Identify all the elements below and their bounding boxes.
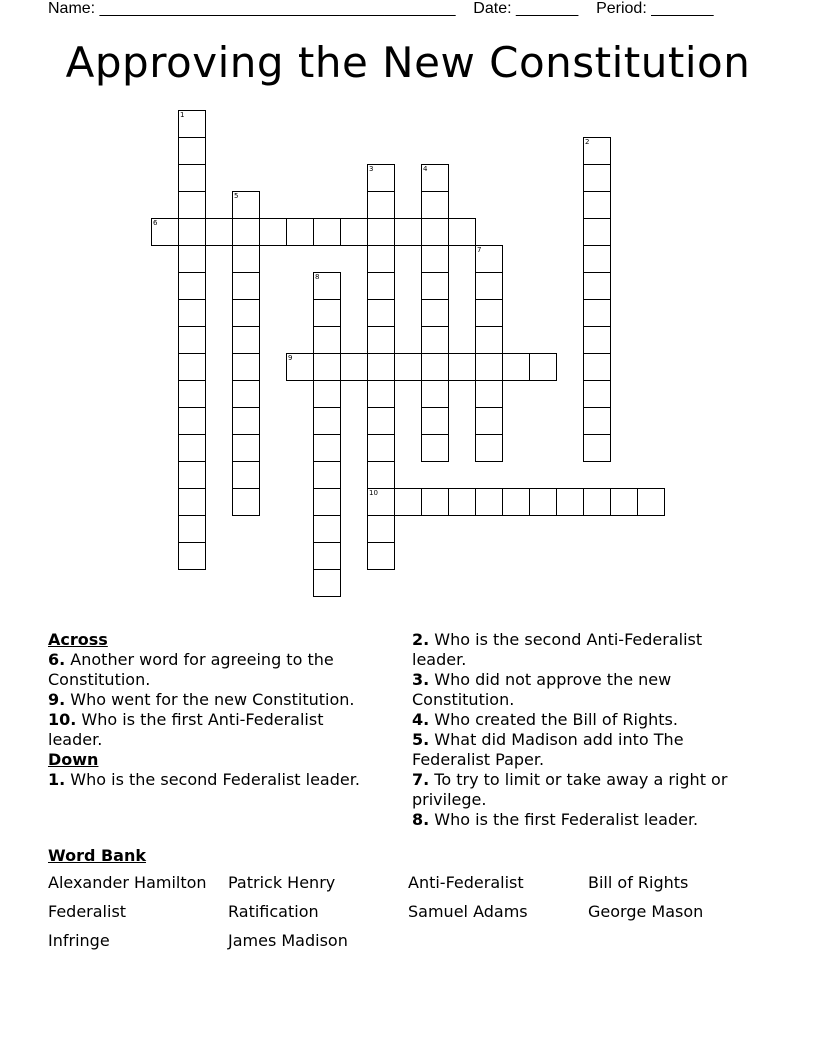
crossword-cell[interactable] <box>259 218 287 246</box>
crossword-cell[interactable] <box>313 272 341 300</box>
word-bank-item: Bill of Rights <box>588 873 689 892</box>
clue-number-label: 10. <box>48 710 77 729</box>
crossword-cell[interactable] <box>232 326 260 354</box>
page-title: Approving the New Constitution <box>65 38 751 87</box>
crossword-cell[interactable] <box>178 164 206 192</box>
crossword-cell[interactable] <box>340 353 368 381</box>
crossword-cell[interactable] <box>367 515 395 543</box>
word-bank-heading: Word Bank <box>48 846 147 865</box>
crossword-cell[interactable] <box>610 488 638 516</box>
crossword-cell[interactable] <box>340 218 368 246</box>
crossword-cell[interactable] <box>367 434 395 462</box>
crossword-cell[interactable] <box>313 542 341 570</box>
crossword-cell[interactable] <box>583 218 611 246</box>
crossword-cell[interactable] <box>475 353 503 381</box>
crossword-cell[interactable] <box>421 326 449 354</box>
clues-left <box>48 630 378 790</box>
crossword-cell[interactable] <box>178 191 206 219</box>
crossword-cell[interactable] <box>637 488 665 516</box>
crossword-cell[interactable] <box>232 218 260 246</box>
crossword-cell[interactable] <box>367 353 395 381</box>
clue <box>412 630 752 670</box>
word-bank-item: Samuel Adams <box>408 902 528 921</box>
clue <box>48 650 378 690</box>
across-heading: Across <box>48 630 108 649</box>
crossword-cell[interactable] <box>583 407 611 435</box>
crossword-cell[interactable] <box>421 299 449 327</box>
crossword-cell[interactable] <box>475 488 503 516</box>
crossword-cell[interactable] <box>313 218 341 246</box>
clue-number-label: 9. <box>48 690 66 709</box>
crossword-cell[interactable] <box>205 218 233 246</box>
clue-number-label: 5. <box>412 730 430 749</box>
crossword-cell[interactable] <box>502 488 530 516</box>
down-clue-list <box>48 770 378 790</box>
crossword-cell[interactable] <box>475 299 503 327</box>
clue-number-label: 7. <box>412 770 430 789</box>
down-clue-list-continued <box>412 630 752 830</box>
name-field[interactable]: Name: ________________________________________ <box>48 0 456 17</box>
crossword-cell[interactable] <box>313 488 341 516</box>
across-clue-list <box>48 650 378 750</box>
crossword-cell[interactable] <box>367 380 395 408</box>
crossword-cell[interactable] <box>178 461 206 489</box>
crossword-cell[interactable] <box>286 218 314 246</box>
crossword-cell[interactable] <box>448 218 476 246</box>
crossword-cell[interactable] <box>583 326 611 354</box>
clue-number: 1 <box>180 111 185 119</box>
word-bank-item: James Madison <box>228 931 348 950</box>
clue-text: To try to limit or take away a right or privilege. <box>412 770 728 809</box>
clue-number: 4 <box>423 165 428 173</box>
clues-right <box>412 630 752 830</box>
crossword-cell[interactable] <box>475 245 503 273</box>
crossword-cell[interactable] <box>367 542 395 570</box>
crossword-cell[interactable] <box>232 245 260 273</box>
clue-text: Another word for agreeing to the Constitution. <box>48 650 334 689</box>
crossword-cell[interactable] <box>178 218 206 246</box>
crossword-cell[interactable] <box>232 191 260 219</box>
crossword-cell[interactable] <box>178 245 206 273</box>
crossword-cell[interactable] <box>421 164 449 192</box>
clue <box>412 770 752 810</box>
crossword-cell[interactable] <box>448 353 476 381</box>
word-bank-item: Infringe <box>48 931 110 950</box>
down-heading: Down <box>48 750 99 769</box>
clue-number: 8 <box>315 273 320 281</box>
crossword-cell[interactable] <box>313 380 341 408</box>
clue-number-label: 4. <box>412 710 430 729</box>
crossword-cell[interactable] <box>475 434 503 462</box>
clue <box>48 770 378 790</box>
clue-number-label: 1. <box>48 770 66 789</box>
crossword-cell[interactable] <box>232 461 260 489</box>
crossword-cell[interactable] <box>529 488 557 516</box>
crossword-cell[interactable] <box>313 353 341 381</box>
clue-number-label: 8. <box>412 810 430 829</box>
clue-number: 5 <box>234 192 239 200</box>
word-bank-item: Ratification <box>228 902 319 921</box>
crossword-cell[interactable] <box>313 326 341 354</box>
crossword-cell[interactable] <box>313 515 341 543</box>
clue <box>412 710 752 730</box>
clue-text: Who is the second Federalist leader. <box>65 770 360 789</box>
crossword-cell[interactable] <box>313 299 341 327</box>
crossword-cell[interactable] <box>394 353 422 381</box>
crossword-cell[interactable] <box>178 542 206 570</box>
crossword-cell[interactable] <box>178 434 206 462</box>
clue-text: Who did not approve the new Constitution. <box>412 670 672 709</box>
clue-text: Who went for the new Constitution. <box>65 690 355 709</box>
clue-number: 2 <box>585 138 590 146</box>
clue <box>412 810 752 830</box>
word-bank-item: George Mason <box>588 902 704 921</box>
crossword-cell[interactable] <box>421 407 449 435</box>
crossword-cell[interactable] <box>556 488 584 516</box>
crossword-cell[interactable] <box>394 488 422 516</box>
crossword-cell[interactable] <box>178 380 206 408</box>
clue <box>412 730 752 770</box>
word-bank-item: Alexander Hamilton <box>48 873 207 892</box>
crossword-cell[interactable] <box>367 299 395 327</box>
period-field[interactable]: Period: _______ <box>596 0 714 17</box>
crossword-cell[interactable] <box>178 515 206 543</box>
crossword-cell[interactable] <box>313 569 341 597</box>
crossword-cell[interactable] <box>232 353 260 381</box>
clue-number: 7 <box>477 246 482 254</box>
clue-text: Who is the second Anti-Federalist leader. <box>412 630 703 669</box>
crossword-cell[interactable] <box>313 434 341 462</box>
crossword-cell[interactable] <box>367 245 395 273</box>
crossword-cell[interactable] <box>313 407 341 435</box>
crossword-cell[interactable] <box>475 272 503 300</box>
crossword-cell[interactable] <box>583 380 611 408</box>
crossword-cell[interactable] <box>367 164 395 192</box>
clue-text: Who is the first Anti-Federalist leader. <box>48 710 324 749</box>
clue-number-label: 3. <box>412 670 430 689</box>
crossword-cell[interactable] <box>232 380 260 408</box>
clue-text: What did Madison add into The Federalist Paper. <box>412 730 684 769</box>
clue-number: 9 <box>288 354 293 362</box>
crossword-cell[interactable] <box>583 245 611 273</box>
crossword-cell[interactable] <box>475 407 503 435</box>
crossword-cell[interactable] <box>232 299 260 327</box>
crossword-cell[interactable] <box>313 461 341 489</box>
crossword-cell[interactable] <box>286 353 314 381</box>
clue-number: 10 <box>369 489 378 497</box>
crossword-cell[interactable] <box>583 272 611 300</box>
crossword-cell[interactable] <box>232 272 260 300</box>
crossword-cell[interactable] <box>583 488 611 516</box>
clue-number-label: 6. <box>48 650 66 669</box>
crossword-cell[interactable] <box>178 137 206 165</box>
crossword-cell[interactable] <box>232 488 260 516</box>
crossword-cell[interactable] <box>421 245 449 273</box>
crossword-cell[interactable] <box>583 137 611 165</box>
crossword-cell[interactable] <box>367 461 395 489</box>
crossword-cell[interactable] <box>232 407 260 435</box>
crossword-cell[interactable] <box>421 272 449 300</box>
word-bank-item: Anti-Federalist <box>408 873 524 892</box>
crossword-cell[interactable] <box>367 407 395 435</box>
clue-text: Who is the first Federalist leader. <box>429 810 699 829</box>
clue-number-label: 2. <box>412 630 430 649</box>
crossword-cell[interactable] <box>367 272 395 300</box>
crossword-cell[interactable] <box>421 353 449 381</box>
crossword-cell[interactable] <box>421 488 449 516</box>
crossword-cell[interactable] <box>232 434 260 462</box>
clue <box>48 690 378 710</box>
clue-number: 6 <box>153 219 158 227</box>
clue-number: 3 <box>369 165 374 173</box>
crossword-cell[interactable] <box>178 272 206 300</box>
crossword-cell[interactable] <box>367 488 395 516</box>
crossword-cell[interactable] <box>475 380 503 408</box>
crossword-cell[interactable] <box>394 218 422 246</box>
crossword-cell[interactable] <box>178 326 206 354</box>
crossword-cell[interactable] <box>178 110 206 138</box>
crossword-cell[interactable] <box>475 326 503 354</box>
crossword-cell[interactable] <box>583 191 611 219</box>
crossword-cell[interactable] <box>151 218 179 246</box>
word-bank-item: Patrick Henry <box>228 873 336 892</box>
crossword-cell[interactable] <box>178 299 206 327</box>
clue <box>48 710 378 750</box>
crossword-cell[interactable] <box>583 299 611 327</box>
crossword-cell[interactable] <box>178 353 206 381</box>
date-field[interactable]: Date: _______ <box>473 0 579 17</box>
crossword-cell[interactable] <box>367 218 395 246</box>
crossword-cell[interactable] <box>178 488 206 516</box>
crossword-cell[interactable] <box>421 434 449 462</box>
crossword-cell[interactable] <box>583 164 611 192</box>
clue <box>412 670 752 710</box>
crossword-cell[interactable] <box>178 407 206 435</box>
crossword-cell[interactable] <box>529 353 557 381</box>
word-bank-item: Federalist <box>48 902 127 921</box>
clue-text: Who created the Bill of Rights. <box>429 710 678 729</box>
crossword-cell[interactable] <box>421 191 449 219</box>
crossword-cell[interactable] <box>448 488 476 516</box>
crossword-cell[interactable] <box>367 191 395 219</box>
crossword-cell[interactable] <box>421 218 449 246</box>
crossword-cell[interactable] <box>583 353 611 381</box>
crossword-cell[interactable] <box>583 434 611 462</box>
crossword-cell[interactable] <box>421 380 449 408</box>
crossword-cell[interactable] <box>367 326 395 354</box>
crossword-cell[interactable] <box>502 353 530 381</box>
